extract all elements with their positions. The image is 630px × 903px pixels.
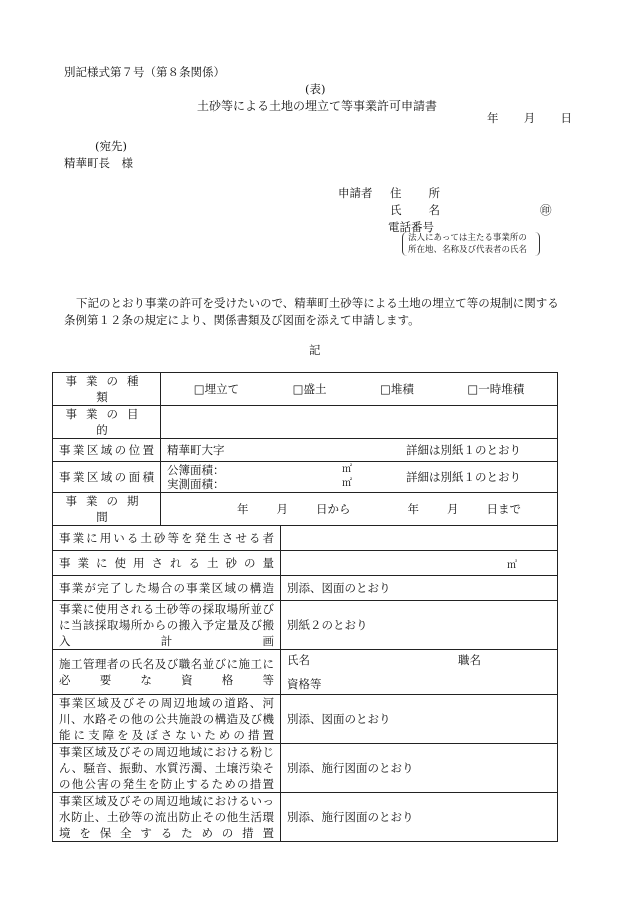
corporation-note: 法人にあっては主たる事業所の所在地、名称及び代表者の氏名 xyxy=(402,232,540,256)
period-to-month: 月 xyxy=(447,502,459,516)
period-from-month: 月 xyxy=(276,502,288,516)
date-day: 日 xyxy=(560,111,572,125)
form-side: (表) xyxy=(305,82,326,96)
area-unit-2: ㎡ xyxy=(342,478,352,489)
option-landfill[interactable]: □埋立て xyxy=(193,382,240,396)
period-field[interactable] xyxy=(161,493,558,526)
period-label: 事業の期間 xyxy=(53,493,161,526)
row-structure xyxy=(53,576,558,601)
document-title: 土砂等による土地の埋立て等事業許可申請書 xyxy=(197,99,438,113)
row-generator xyxy=(53,526,558,551)
area-label: 事業区域の面積 xyxy=(53,462,161,493)
row-environment xyxy=(53,793,558,842)
manager-name-label: 氏名 xyxy=(287,653,310,667)
structure-field[interactable]: 別添、図面のとおり xyxy=(281,576,558,601)
row-manager xyxy=(53,650,558,695)
applicant-name-label xyxy=(390,202,440,218)
public-facilities-field[interactable]: 別添、図面のとおり xyxy=(281,695,558,744)
period-from-year: 年 xyxy=(237,502,249,516)
applicant-phone-label: 電話番号 xyxy=(388,220,434,234)
date-line xyxy=(487,110,572,126)
manager-title-label: 職名 xyxy=(458,653,481,667)
business-type-options[interactable] xyxy=(161,373,558,406)
manager-label: 施工管理者の氏名及び職名並びに施工に必要な資格等 xyxy=(53,650,281,695)
period-from-day: 日から xyxy=(316,502,351,516)
pollution-label: 事業区域及びその周辺地域における粉じん、騒音、振動、水質汚濁、土壌汚染その他公害の発生を防止するための措置 xyxy=(53,744,281,793)
manager-field[interactable] xyxy=(281,650,558,695)
option-stockpile[interactable]: □堆積 xyxy=(380,382,414,396)
applicant-address-label xyxy=(390,185,440,201)
row-location xyxy=(53,439,558,462)
option-embankment[interactable]: □盛土 xyxy=(292,382,327,396)
request-statement: 下記のとおり事業の許可を受けたいので、精華町土砂等による土地の埋立て等の規制に関する条例第１２条の規定により、関係書類及び図面を添えて申請します。 xyxy=(64,296,559,327)
ki-heading: 記 xyxy=(309,343,321,357)
row-period xyxy=(53,493,558,526)
area-measured-label: 実測面積： xyxy=(167,477,225,491)
applicant-label: 申請者 xyxy=(338,186,373,200)
generator-label: 事業に用いる土砂等を発生させる者 xyxy=(53,526,281,551)
location-label: 事業区域の位置 xyxy=(53,439,161,462)
location-note: 詳細は別紙１のとおり xyxy=(406,443,521,457)
manager-qualification-label: 資格等 xyxy=(287,677,322,691)
name-char-1: 氏 xyxy=(390,203,402,217)
seal-icon: ㊞ xyxy=(540,203,552,217)
period-to-day: 日まで xyxy=(486,502,521,516)
name-char-2: 名 xyxy=(428,203,440,217)
generator-field[interactable] xyxy=(281,526,558,551)
source-label: 事業に使用される土砂等の採取場所並びに当該採取場所からの搬入予定量及び搬入計画 xyxy=(53,601,281,650)
structure-label: 事業が完了した場合の事業区域の構造 xyxy=(53,576,281,601)
business-type-label: 事業の種類 xyxy=(53,373,161,406)
form-number: 別記様式第７号（第８条関係） xyxy=(64,65,225,79)
row-business-purpose xyxy=(53,406,558,439)
area-unit-1: ㎡ xyxy=(342,464,352,475)
location-field[interactable] xyxy=(161,439,558,462)
period-to-year: 年 xyxy=(407,502,419,516)
addressee-label: (宛先) xyxy=(95,139,127,153)
addressee: 精華町長 様 xyxy=(64,156,133,170)
row-area xyxy=(53,462,558,493)
pollution-field[interactable]: 別添、施行図面のとおり xyxy=(281,744,558,793)
business-purpose-field[interactable] xyxy=(161,406,558,439)
area-note: 詳細は別紙１のとおり xyxy=(406,470,521,484)
address-char-1: 住 xyxy=(390,186,402,200)
address-char-2: 所 xyxy=(428,186,440,200)
row-source xyxy=(53,601,558,650)
row-pollution xyxy=(53,744,558,793)
option-temporary-stockpile[interactable]: □一時堆積 xyxy=(467,382,525,396)
area-registry-label: 公簿面積： xyxy=(167,463,225,477)
row-public-facilities xyxy=(53,695,558,744)
environment-field[interactable]: 別添、施行図面のとおり xyxy=(281,793,558,842)
public-facilities-label: 事業区域及びその周辺地域の道路、河川、水路その他の公共施設の構造及び機能に支障を及ぼさないための措置 xyxy=(53,695,281,744)
volume-label: 事業に使用される土砂の量 xyxy=(53,551,281,576)
date-year: 年 xyxy=(487,111,499,125)
business-purpose-label: 事業の目的 xyxy=(53,406,161,439)
row-volume xyxy=(53,551,558,576)
application-table xyxy=(52,372,558,842)
area-field[interactable] xyxy=(161,462,558,493)
volume-field[interactable] xyxy=(281,551,558,576)
date-month: 月 xyxy=(523,111,536,125)
row-business-type xyxy=(53,373,558,406)
environment-label: 事業区域及びその周辺地域におけるいっ水防止、土砂等の流出防止その他生活環境を保全するための措置 xyxy=(53,793,281,842)
volume-unit: ㎥ xyxy=(507,559,517,571)
source-field[interactable]: 別紙２のとおり xyxy=(281,601,558,650)
location-value: 精華町大字 xyxy=(167,443,225,457)
